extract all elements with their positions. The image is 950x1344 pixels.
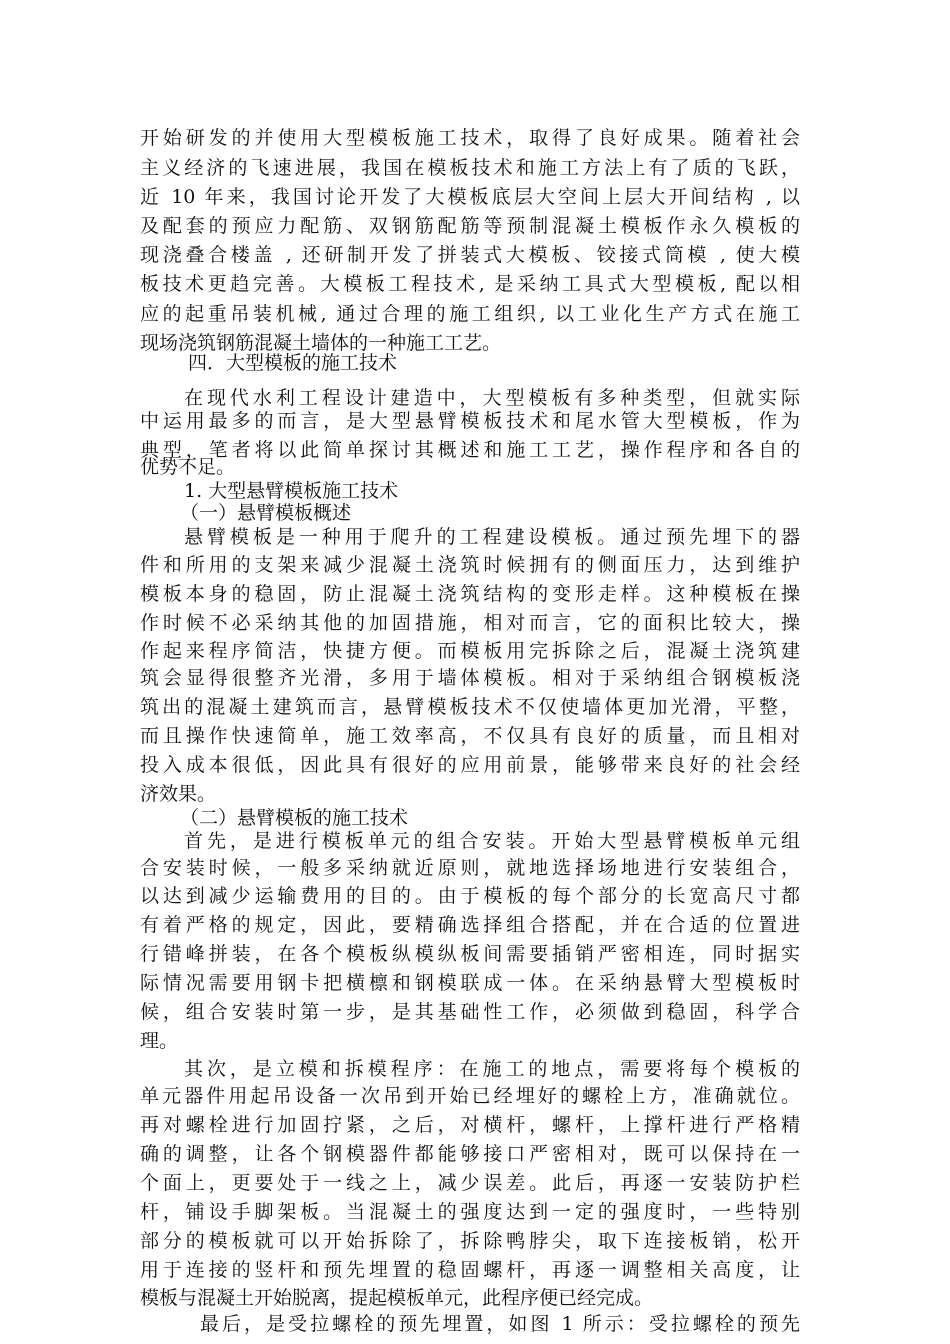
body-text-line: 筑出的混凝土建筑而言，悬臂模板技术不仅使墙体更加光滑，平整，: [140, 696, 800, 718]
body-text-line: 开始研发的并使用大型模板施工技术，取得了良好成果。随着社会: [140, 127, 800, 149]
body-text-line: 及配套的预应力配筋、双钢筋配筋等预制混凝土模板作永久模板的: [140, 215, 800, 237]
body-text-line: 单元器件用起吊设备一次吊到开始已经埋好的螺栓上方，准确就位。: [140, 1085, 800, 1107]
body-text-line: 中运用最多的而言，是大型悬臂模板技术和尾水管大型模板，作为: [140, 410, 800, 432]
body-text-line: 合安装时候，一般多采纳就近原则，就地选择场地进行安装组合，: [140, 857, 800, 879]
body-text-line: 板技术更趋完善。大模板工程技术, 是采纳工具式大型模板, 配以相: [140, 273, 800, 295]
body-text-line: 首先，是进行模板单元的组合安装。开始大型悬臂模板单元组: [184, 830, 800, 852]
body-text-line: 济效果。: [140, 783, 217, 805]
body-text-line: 理。: [140, 1030, 179, 1052]
body-text-line: 候，组合安装时第一步，是其基础性工作，必须做到稳固，科学合: [140, 1001, 800, 1023]
body-text-line: 筑会显得很整齐光滑，多用于墙体模板。相对于采纳组合钢模板浇: [140, 667, 800, 689]
body-text-line: 再对螺栓进行加固拧紧，之后，对横杆，螺杆，上撑杆进行严格精: [140, 1114, 800, 1136]
subsection-heading: （一）悬臂模板概述: [180, 502, 352, 524]
body-text-line: 典型，笔者将以此简单探讨其概述和施工工艺，操作程序和各自的: [140, 439, 800, 461]
body-text-line: 最后，是受拉螺栓的预先埋置，如图 1 所示：受拉螺栓的预先: [200, 1313, 800, 1335]
body-text-line: 以达到减少运输费用的目的。由于模板的每个部分的长宽高尺寸都: [140, 885, 800, 907]
body-text-line: 主义经济的飞速进展，我国在模板技术和施工方法上有了质的飞跃，: [140, 157, 800, 179]
body-text-line: 有着严格的规定，因此，要精确选择组合搭配，并在合适的位置进: [140, 914, 800, 936]
body-text-line: 应的起重吊装机械, 通过合理的施工组织, 以工业化生产方式在施工: [140, 303, 800, 325]
body-text-line: 杆，铺设手脚架板。当混凝土的强度达到一定的强度时，一些特别: [140, 1201, 800, 1223]
section-heading: 四．大型模板的施工技术: [188, 352, 398, 374]
body-text-line: 优势不足。: [140, 456, 236, 478]
body-text-line: 模板本身的稳固，防止混凝土浇筑结构的变形走样。这种模板在操: [140, 583, 800, 605]
body-text-line: 作起来程序简洁，快捷方便。而模板用完拆除之后，混凝土浇筑建: [140, 640, 800, 662]
body-text-line: 件和所用的支架来减少混凝土浇筑时候拥有的侧面压力，达到维护: [140, 554, 800, 576]
body-text-line: 而且操作快速简单，施工效率高，不仅具有良好的质量，而且相对: [140, 725, 800, 747]
body-text-line: 其次，是立模和拆模程序：在施工的地点，需要将每个模板的: [184, 1058, 800, 1080]
body-text-line: 确的调整，让各个钢模器件都能够接口严密相对，既可以保持在一: [140, 1143, 800, 1165]
body-text-line: 悬臂模板是一种用于爬升的工程建设模板。通过预先埋下的器: [184, 526, 800, 548]
body-text-line: 现场浇筑钢筋混凝土墙体的一种施工工艺。: [140, 332, 502, 354]
body-text-line: 行错峰拼装，在各个模板纵模纵板间需要插销严密相连，同时据实: [140, 943, 800, 965]
subsection-heading: 1. 大型悬臂模板施工技术: [184, 480, 399, 502]
body-text-line: 用于连接的竖杆和预先埋置的稳固螺杆，再逐一调整相关高度，让: [140, 1259, 800, 1281]
body-text-line: 投入成本很低，因此具有很好的应用前景，能够带来良好的社会经: [140, 754, 800, 776]
body-text-line: 在现代水利工程设计建造中，大型模板有多种类型，但就实际: [184, 387, 800, 409]
body-text-line: 部分的模板就可以开始拆除了，拆除鸭脖尖，取下连接板销，松开: [140, 1230, 800, 1252]
body-text-line: 个面上，更要处于一线之上，减少误差。此后，再逐一安装防护栏: [140, 1172, 800, 1194]
body-text-line: 近 10 年来，我国讨论开发了大模板底层大空间上层大开间结构 , 以: [140, 186, 800, 208]
body-text-line: 模板与混凝土开始脱离，提起模板单元，此程序便已经完成。: [140, 1287, 654, 1309]
body-text-line: 现浇叠合楼盖 , 还研制开发了拼装式大模板、铰接式筒模 , 使大模: [140, 244, 800, 266]
body-text-line: 际情况需要用钢卡把横檩和钢模联成一体。在采纳悬臂大型模板时: [140, 972, 800, 994]
subsection-heading: （二）悬臂模板的施工技术: [180, 807, 409, 829]
body-text-line: 作时候不必采纳其他的加固措施，相对而言，它的面积比较大，操: [140, 612, 800, 634]
